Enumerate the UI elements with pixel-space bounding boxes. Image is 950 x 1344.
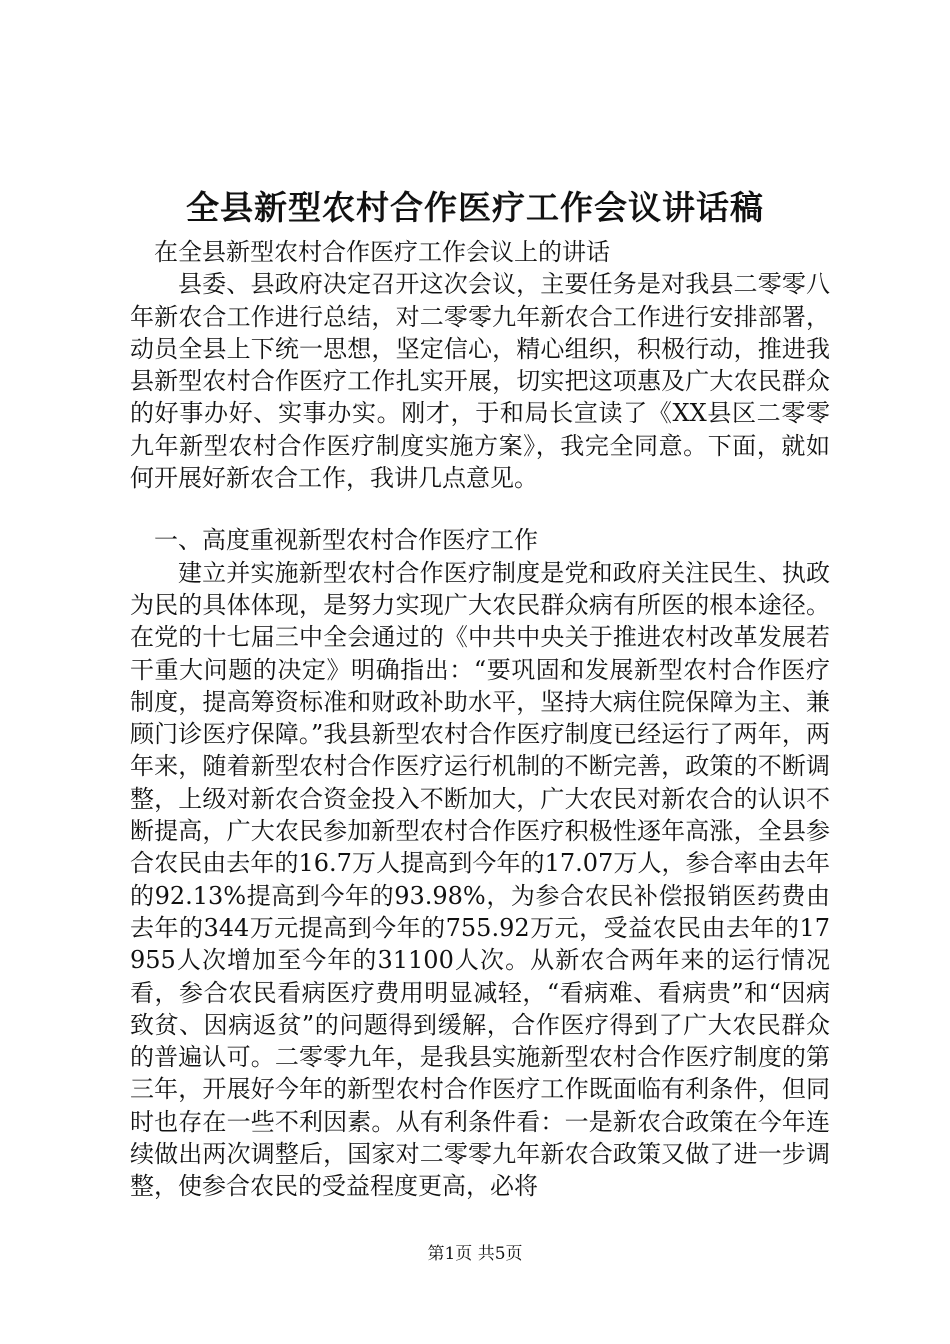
paragraph-section-one: 建立并实施新型农村合作医疗制度是党和政府关注民生、执政为民的具体体现，是努力实现广大农民群众病有所医的根本途径。在党的十七届三中全会通过的《中共中央关于推进农村改革发展若干重大问题的决定》明确指出：“要巩固和发展新型农村合作医疗制度，提高筹资标准和财政补助水平，坚持大病住院保障为主、兼顾门诊医疗保障。”我县新型农村合作医疗制度已经运行了两年，两年来，随着新型农村合作医疗运行机制的不断完善，政策的不断调整，上级对新农合资金投入不断加大，广大农民对新农合的认识不断提高，广大农民参加新型农村合作医疗积极性逐年高涨，全县参合农民由去年的16.7万人提高到今年的17.07万人，参合率由去年的92.13%提高到今年的93.98%，为参合农民补偿报销医药费由去年的344万元提高到今年的755.92万元，受益农民由去年的17955人次增加至今年的31100人次。从新农合两年来的运行情况看，参合农民看病医疗费用明显减轻，“看病难、看病贵”和“因病致贫、因病返贫”的问题得到缓解，合作医疗得到了广大农民群众的普遍认可。二零零九年，是我县实施新型农村合作医疗制度的第三年，开展好今年的新型农村合作医疗工作既面临有利条件，但同时也存在一些不利因素。从有利条件看：一是新农合政策在今年连续做出两次调整后，国家对二零零九年新农合政策又做了进一步调整，使参合农民的受益程度更高，必将 xyxy=(130,558,830,1201)
section-heading: 一、高度重视新型农村合作医疗工作 xyxy=(154,526,538,555)
paragraph-intro: 县委、县政府决定召开这次会议，主要任务是对我县二零零八年新农合工作进行总结，对二零零九年新农合工作进行安排部署，动员全县上下统一思想，坚定信心，精心组织，积极行动，推进我县新型农村合作医疗工作扎实开展，切实把这项惠及广大农民群众的好事办好、实事办实。刚才，于和局长宣读了《XX县区二零零九年新型农村合作医疗制度实施方案》，我完全同意。下面，就如何开展好新农合工作，我讲几点意见。 xyxy=(130,270,830,493)
page-footer: 第1页 共5页 xyxy=(427,1244,523,1264)
speech-subtitle: 在全县新型农村合作医疗工作会议上的讲话 xyxy=(154,238,610,266)
document-body xyxy=(130,236,830,1203)
document-title: 全县新型农村合作医疗工作会议讲话稿 xyxy=(186,188,764,227)
